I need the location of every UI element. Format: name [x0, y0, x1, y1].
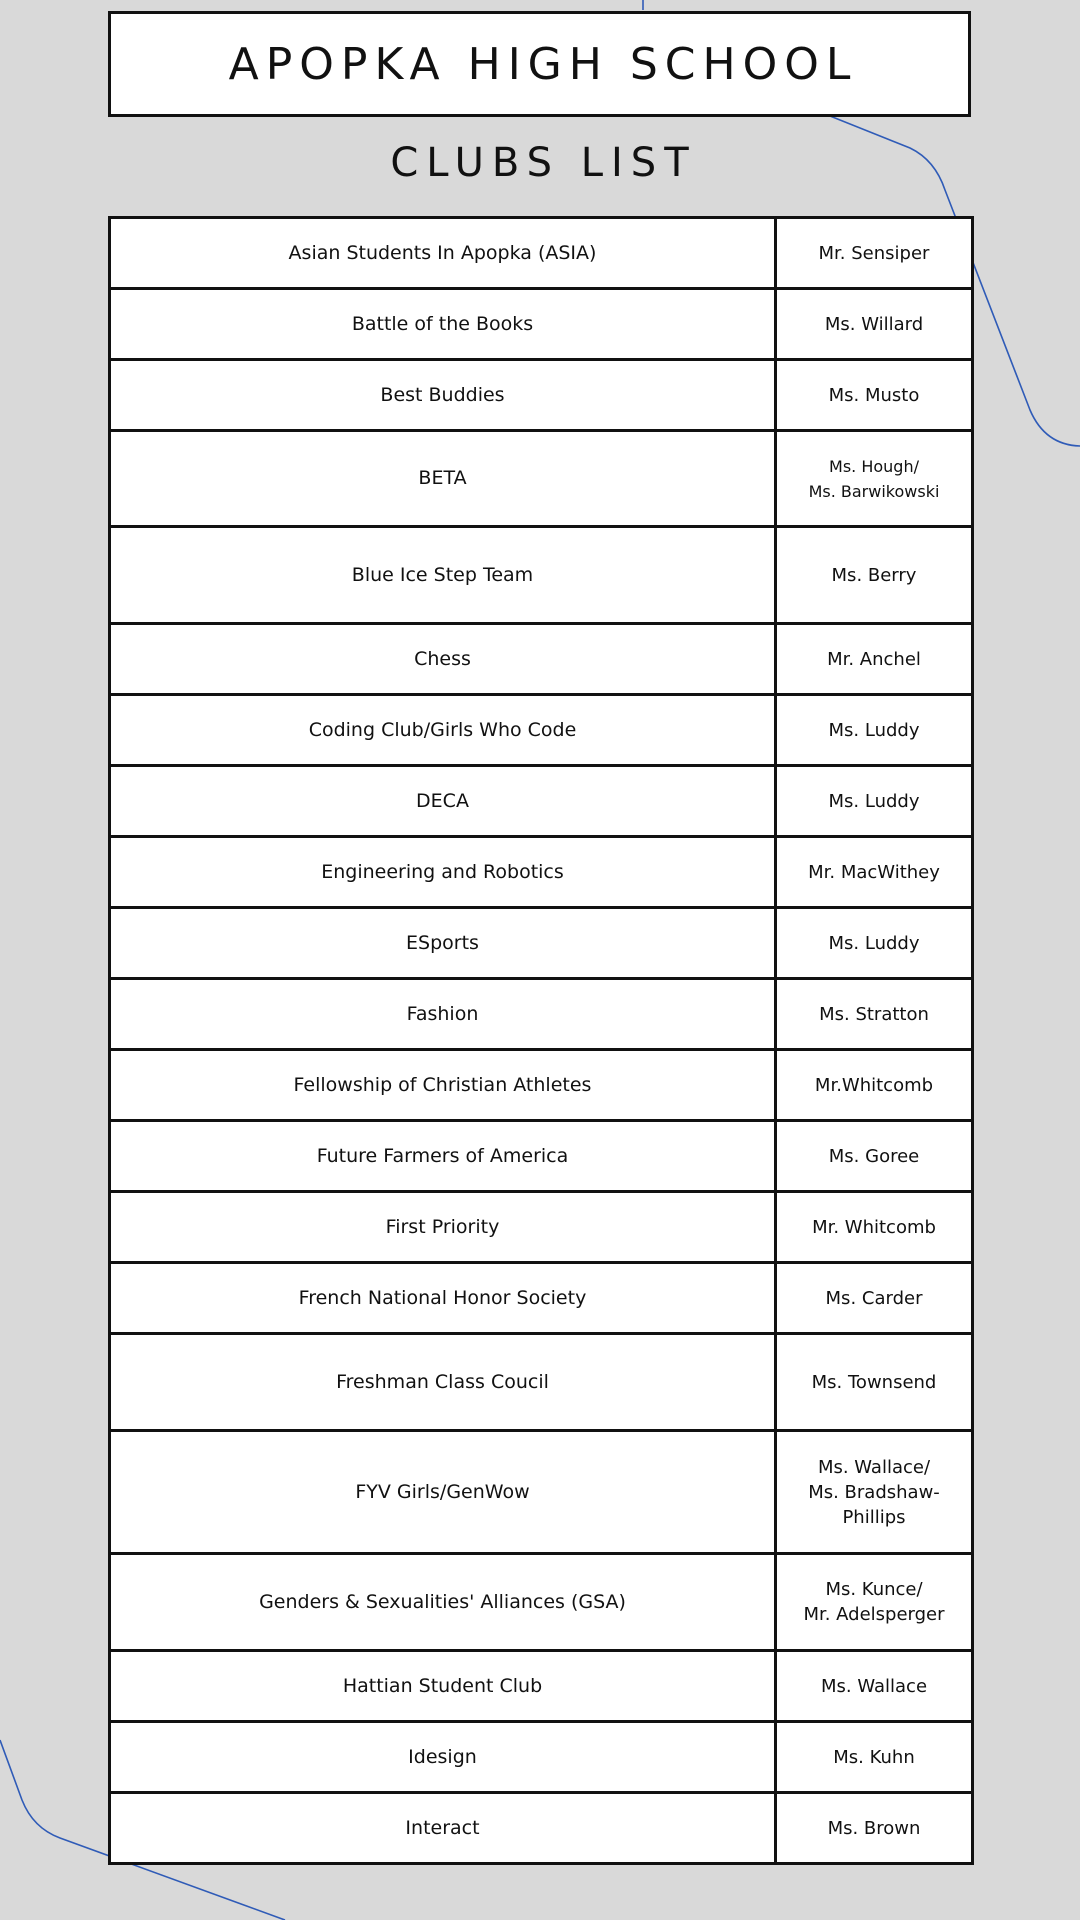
club-advisor: Ms. Goree: [776, 1121, 973, 1192]
club-advisor: Mr. Sensiper: [776, 218, 973, 289]
table-row: [110, 979, 973, 1050]
table-row: [110, 289, 973, 360]
club-advisor: Ms. Berry: [776, 527, 973, 624]
club-advisor: Ms. Wallace: [776, 1651, 973, 1722]
club-name: Fashion: [110, 979, 776, 1050]
table-row: [110, 766, 973, 837]
club-advisor: Mr. Anchel: [776, 624, 973, 695]
club-name: Battle of the Books: [110, 289, 776, 360]
club-name: Idesign: [110, 1722, 776, 1793]
table-row: [110, 1050, 973, 1121]
club-advisor: Ms. Luddy: [776, 695, 973, 766]
club-advisor: Mr.Whitcomb: [776, 1050, 973, 1121]
club-advisor: Ms. Stratton: [776, 979, 973, 1050]
club-name: Fellowship of Christian Athletes: [110, 1050, 776, 1121]
table-row: [110, 1554, 973, 1651]
club-advisor: Ms. Carder: [776, 1263, 973, 1334]
club-name: First Priority: [110, 1192, 776, 1263]
table-row: [110, 360, 973, 431]
table-row: [110, 908, 973, 979]
club-advisor: Ms. Musto: [776, 360, 973, 431]
table-row: [110, 527, 973, 624]
school-name-banner: [108, 11, 971, 117]
club-name: Asian Students In Apopka (ASIA): [110, 218, 776, 289]
school-name: APOPKA HIGH SCHOOL: [228, 38, 858, 90]
club-name: Hattian Student Club: [110, 1651, 776, 1722]
table-row: [110, 431, 973, 527]
club-name: Engineering and Robotics: [110, 837, 776, 908]
club-name: Future Farmers of America: [110, 1121, 776, 1192]
table-row: [110, 1192, 973, 1263]
club-name: Best Buddies: [110, 360, 776, 431]
club-name: Coding Club/Girls Who Code: [110, 695, 776, 766]
club-advisor: Ms. Hough/ Ms. Barwikowski: [776, 431, 973, 527]
table-row: [110, 1334, 973, 1431]
clubs-table: [108, 216, 974, 1865]
club-advisor: Ms. Willard: [776, 289, 973, 360]
club-advisor: Ms. Luddy: [776, 908, 973, 979]
table-row: [110, 837, 973, 908]
club-name: Freshman Class Coucil: [110, 1334, 776, 1431]
club-name: Blue Ice Step Team: [110, 527, 776, 624]
club-name: Interact: [110, 1793, 776, 1864]
table-row: [110, 695, 973, 766]
clubs-list-title: CLUBS LIST: [390, 140, 697, 186]
table-row: [110, 1431, 973, 1554]
club-advisor: Ms. Townsend: [776, 1334, 973, 1431]
club-name: BETA: [110, 431, 776, 527]
club-advisor: Mr. MacWithey: [776, 837, 973, 908]
club-name: DECA: [110, 766, 776, 837]
club-name: French National Honor Society: [110, 1263, 776, 1334]
table-row: [110, 218, 973, 289]
table-row: [110, 1651, 973, 1722]
club-advisor: Ms. Brown: [776, 1793, 973, 1864]
table-row: [110, 1722, 973, 1793]
club-advisor: Ms. Kunce/ Mr. Adelsperger: [776, 1554, 973, 1651]
club-name: ESports: [110, 908, 776, 979]
club-advisor: Ms. Wallace/ Ms. Bradshaw- Phillips: [776, 1431, 973, 1554]
club-advisor: Ms. Luddy: [776, 766, 973, 837]
table-row: [110, 1121, 973, 1192]
table-row: [110, 624, 973, 695]
club-name: Chess: [110, 624, 776, 695]
table-row: [110, 1263, 973, 1334]
club-advisor: Ms. Kuhn: [776, 1722, 973, 1793]
table-row: [110, 1793, 973, 1864]
club-name: Genders & Sexualities' Alliances (GSA): [110, 1554, 776, 1651]
club-name: FYV Girls/GenWow: [110, 1431, 776, 1554]
club-advisor: Mr. Whitcomb: [776, 1192, 973, 1263]
